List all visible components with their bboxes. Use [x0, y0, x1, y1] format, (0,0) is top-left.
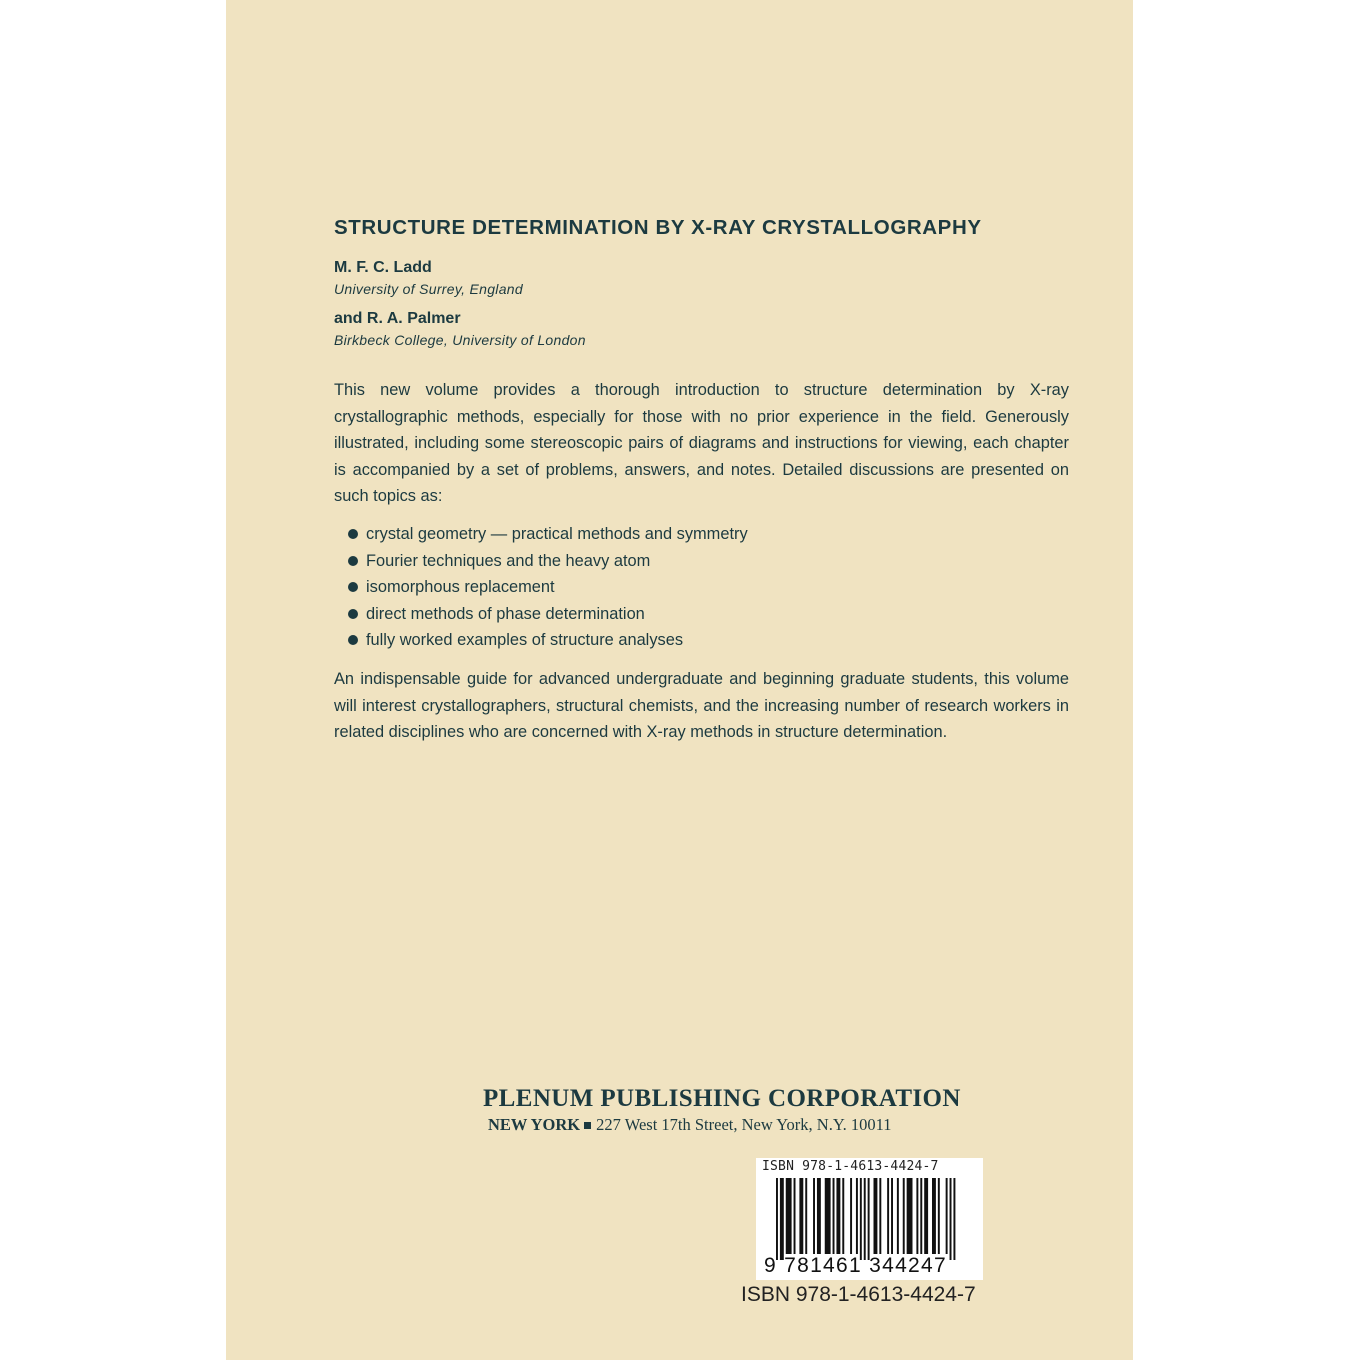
barcode-bar [833, 1178, 835, 1254]
barcode-bar [856, 1178, 858, 1254]
publisher-city: NEW YORK [488, 1115, 581, 1134]
topic-item: isomorphous replacement [348, 574, 748, 601]
barcode-bar [950, 1178, 952, 1260]
description-paragraph-2: An indispensable guide for advanced undergraduate and beginning graduate students, this volume will interest crystallographers, structural chemists, and the increasing number of research workers in related disciplines who are concerned with X-ray methods in structure determination. [334, 670, 1069, 741]
barcode-bar [860, 1178, 862, 1260]
topic-item: Fourier techniques and the heavy atom [348, 548, 748, 575]
barcode-bar [805, 1178, 807, 1254]
barcode-bar [786, 1178, 792, 1254]
barcode-bar [868, 1178, 870, 1260]
publisher-address-line [488, 1115, 892, 1135]
barcode-bar [887, 1178, 889, 1254]
barcode-bar [874, 1178, 878, 1254]
square-separator-icon [584, 1122, 591, 1129]
barcode-isbn-text: ISBN 978-1-4613-4424-7 [762, 1159, 939, 1174]
author-1-name: M. F. C. Ladd [334, 259, 432, 276]
bullet-icon [348, 582, 358, 592]
barcode-bar [897, 1178, 899, 1254]
barcode-bar [916, 1178, 918, 1254]
barcode-bar [907, 1178, 913, 1254]
bullet-icon [348, 609, 358, 619]
book-title: STRUCTURE DETERMINATION BY X-RAY CRYSTALLOGRAPHY [334, 216, 982, 239]
barcode-bar [825, 1178, 831, 1254]
barcode-bar [946, 1178, 948, 1254]
publisher-street-address: 227 West 17th Street, New York, N.Y. 10011 [596, 1115, 892, 1134]
barcode-bar [924, 1178, 928, 1254]
barcode-bar [891, 1178, 893, 1254]
barcode-bar [842, 1178, 844, 1254]
barcode-bar [938, 1178, 940, 1254]
barcode-label [756, 1158, 983, 1280]
barcode-bar [780, 1178, 784, 1260]
author-1-affiliation: University of Surrey, England [334, 281, 523, 297]
barcode-digits: 9 781461 344247 [764, 1254, 947, 1277]
barcode-bar [920, 1178, 922, 1254]
barcode-bar [776, 1178, 778, 1260]
bullet-icon [348, 556, 358, 566]
description-paragraph-1: This new volume provides a thorough introduction to structure determination by X-ray crystallographic methods, especially for those with no prior experience in the field. Generously illustrated, including some stereoscopic pairs of diagrams and instructions for viewing, each chapter is accompanied by a set of problems, answers, and notes. Detailed discussions are presented on such topics as: [334, 381, 1069, 505]
barcode-bar [932, 1178, 936, 1254]
topic-item: crystal geometry — practical methods and symmetry [348, 521, 748, 548]
bullet-icon [348, 635, 358, 645]
isbn-text: ISBN 978-1-4613-4424-7 [741, 1283, 976, 1306]
barcode-bar [903, 1178, 905, 1254]
barcode-bar [850, 1178, 852, 1254]
barcode-bar [794, 1178, 796, 1254]
barcode-bar [799, 1178, 803, 1254]
barcode-bar [864, 1178, 866, 1260]
bullet-icon [348, 529, 358, 539]
topic-item: fully worked examples of structure analyses [348, 627, 748, 654]
topic-list [348, 521, 748, 654]
barcode-bar [836, 1178, 840, 1254]
barcode-bar [817, 1178, 821, 1254]
barcode-bar [813, 1178, 815, 1254]
barcode-bar [879, 1178, 881, 1254]
topic-item: direct methods of phase determination [348, 601, 748, 628]
publisher-name: PLENUM PUBLISHING CORPORATION [483, 1085, 961, 1112]
author-2-affiliation: Birkbeck College, University of London [334, 332, 586, 348]
barcode-bar [953, 1178, 955, 1260]
back-cover [226, 0, 1133, 1360]
author-2-name: and R. A. Palmer [334, 310, 461, 327]
